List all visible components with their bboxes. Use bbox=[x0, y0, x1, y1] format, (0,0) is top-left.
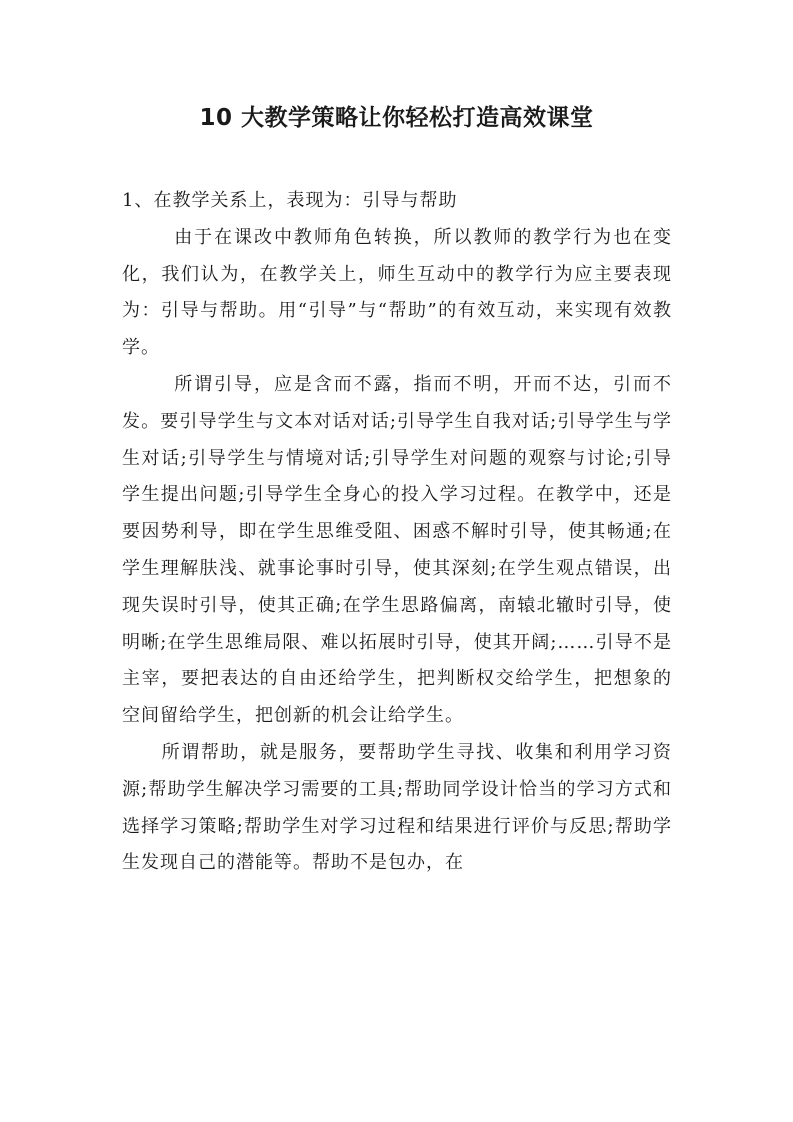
paragraph-role-change: 由于在课改中教师角色转换，所以教师的教学行为也在变化，我们认为，在教学关上，师生互动中的教学行为应主要表现为：引导与帮助。用“引导”与“帮助”的有效互动，来实现有效教学。 bbox=[122, 226, 672, 359]
section-heading: 1、在教学关系上，表现为：引导与帮助 bbox=[122, 190, 458, 211]
paragraph-help: 所谓帮助，就是服务，要帮助学生寻找、收集和利用学习资源;帮助学生解决学习需要的工具;帮助同学设计恰当的学习方式和选择学习策略;帮助学生对学习过程和结果进行评价与反思;帮助学生发现自己的潜能等。帮助不是包办，在 bbox=[122, 741, 672, 874]
document-title: 10 大教学策略让你轻松打造高效课堂 bbox=[199, 105, 594, 131]
document-body bbox=[122, 183, 672, 882]
paragraph-guidance: 所谓引导，应是含而不露，指而不明，开而不达，引而不发。要引导学生与文本对话对话;引导学生自我对话;引导学生与学生对话;引导学生与情境对话;引导学生对问题的观察与讨论;引导学生提出问题;引导学生全身心的投入学习过程。在教学中，还是要因势利导，即在学生思维受阻、困惑不解时引导，使其畅通;在学生理解肤浅、就事论事时引导，使其深刻;在学生观点错误，出现失误时引导，使其正确;在学生思路偏离，南辕北辙时引导，使明晰;在学生思维局限、难以拓展时引导，使其开阔;……引导不是主宰，要把表达的自由还给学生，把判断权交给学生，把想象的空间留给学生，把创新的机会让给学生。 bbox=[122, 373, 672, 727]
